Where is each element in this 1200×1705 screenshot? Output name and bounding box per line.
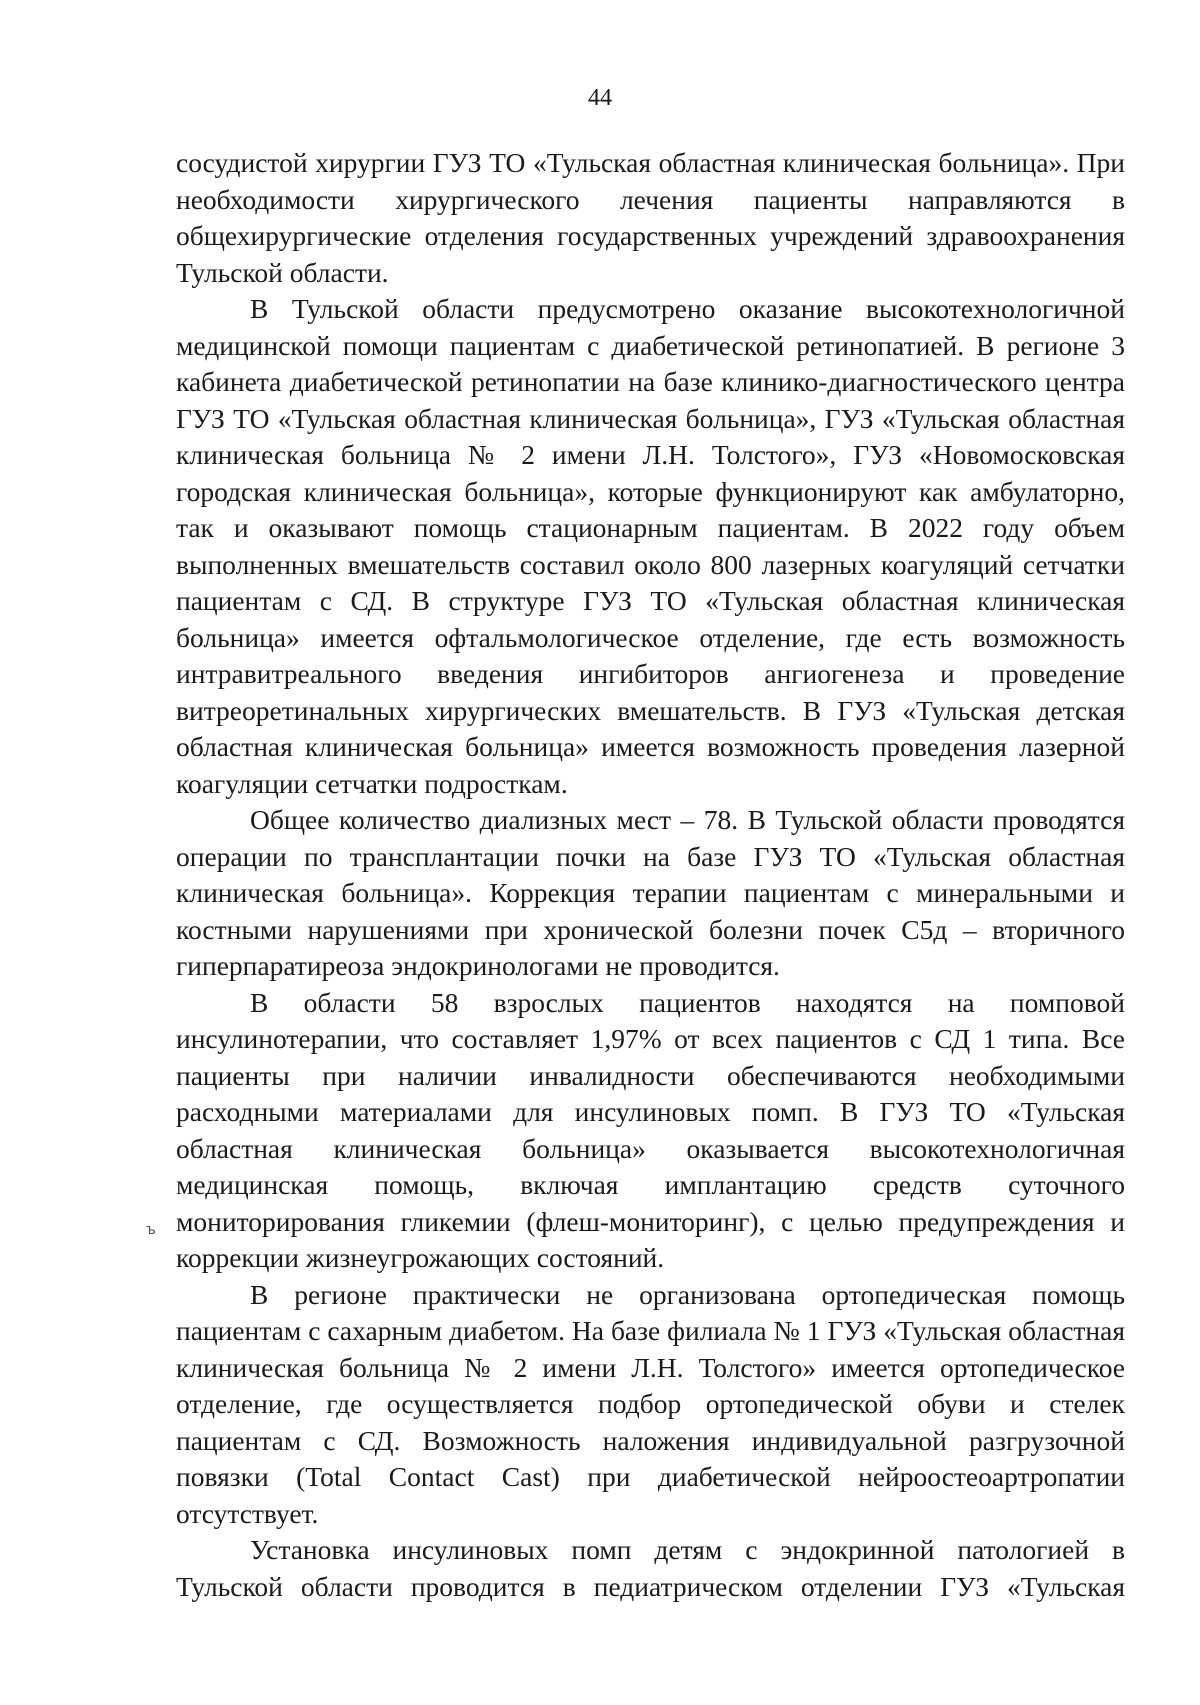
page-number: 44 — [588, 85, 612, 111]
paragraph-retinopathy: В Тульской области предусмотрено оказание высокотехнологичной медицинской помощи пациентам с диабетической ретинопатией. В регионе 3 кабинета диабетической ретинопатии на базе клинико-диагностического центра ГУЗ ТО «Тульская областная клиническая больница», ГУЗ «Тульская областная клиническая больница № 2 имени Л.Н. Толстого», ГУЗ «Новомосковская городская клиническая больница», которые функционируют как амбулаторно, так и оказывают помощь стационарным пациентам. В 2022 году объем выполненных вмешательств составил около 800 лазерных коагуляций сетчатки пациентам с СД. В структуре ГУЗ ТО «Тульская областная клиническая больница» имеется офтальмологическое отделение, где есть возможность интравитреального введения ингибиторов ангиогенеза и проведение витреоретинальных хирургических вмешательств. В ГУЗ «Тульская детская областная клиническая больница» имеется возможность проведения лазерной коагуляции сетчатки подросткам. — [176, 293, 1125, 799]
paragraph-pediatric-pumps: Установка инсулиновых помп детям с эндокринной патологией в Тульской области проводится в педиатрическом отделении ГУЗ «Тульская — [176, 1534, 1125, 1602]
paragraph-insulin-pump-therapy: В области 58 взрослых пациентов находятся на помповой инсулинотерапии, что составляет 1,97% от всех пациентов с СД 1 типа. Все пациенты при наличии инвалидности обеспечиваются необходимыми расходными материалами для инсулиновых помп. В ГУЗ ТО «Тульская областная клиническая больница» оказывается высокотехнологичная медицинская помощь, включая имплантацию средств суточного мониторирования гликемии (флеш-мониторинг), с целью предупреждения и коррекции жизнеугрожающих состояний. — [176, 986, 1125, 1273]
paragraph-orthopedic-care: В регионе практически не организована ортопедическая помощь пациентам с сахарным диабетом. На базе филиала № 1 ГУЗ «Тульская областная клиническая больница № 2 имени Л.Н. Толстого» имеется ортопедическое отделение, где осуществляется подбор ортопедической обуви и стелек пациентам с СД. Возможность наложения индивидуальной разгрузочной повязки (Total Contact Cast) при диабетической нейроостеоартропатии отсутствует. — [176, 1278, 1125, 1529]
paragraph-dialysis: Общее количество диализных мест – 78. В Тульской области проводятся операции по трансплантации почки на базе ГУЗ ТО «Тульская областная клиническая больница». Коррекция терапии пациентам с минеральными и костными нарушениями при хронической болезни почек С5д – вторичного гиперпаратиреоза эндокринологами не проводится. — [176, 804, 1125, 981]
scan-artifact-mark: ъ — [146, 1222, 156, 1238]
document-body — [176, 145, 1125, 1605]
paragraph-vascular-surgery: сосудистой хирургии ГУЗ ТО «Тульская областная клиническая больница». При необходимости хирургического лечения пациенты направляются в общехирургические отделения государственных учреждений здравоохранения Тульской области. — [176, 147, 1125, 288]
